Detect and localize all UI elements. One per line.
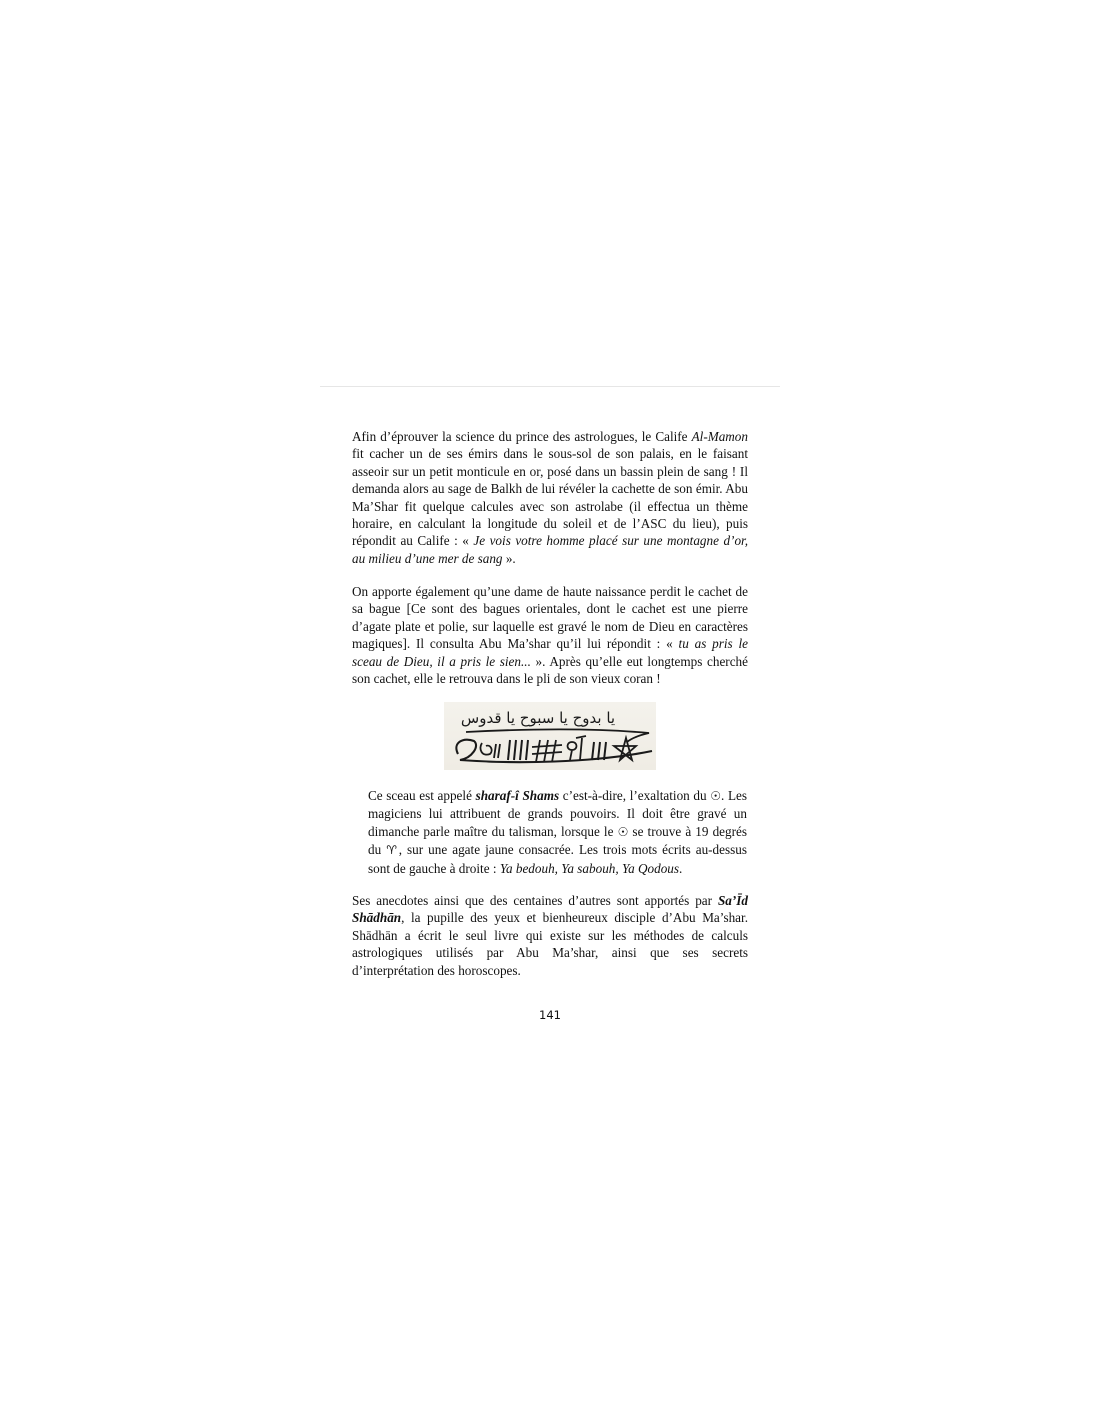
text-run: , sur une agate jaune consacrée. Les trois mots écrits au-dessus sont de gauche à droite : [368,842,747,876]
seal-glyph-hook [480,743,491,755]
sun-symbol-icon: ☉ [617,824,629,839]
name-said-shadhan: Sa’Īd Shādhān [352,893,748,926]
emphasis-al-mamon: Al-Mamon [691,429,748,444]
text-run: . Les magiciens lui attribuent de grands pouvoirs. Il doit être gravé un dimanche parle maître du talisman, lorsque le [368,788,747,839]
quote-abu-mashar: Je vois votre homme placé sur une montagne d’or, au milieu d’une mer de sang [352,533,749,566]
header-divider [320,386,780,387]
text-run: . [679,860,683,876]
text-run: On apporte également qu’une dame de haute naissance perdit le cachet de sa bague [Ce sont des bagues orientales, dont le cachet est une pierre d’agate plate et polie, sur laquelle est gravé le nom de Dieu en caractères magiques]. Il consulta Abu Ma’shar qu’il lui répondit : « [352,584,748,652]
seal-ladder-glyph [532,740,562,762]
seal-vertical-strokes-left [508,740,528,760]
text-run: Ce sceau est appelé [368,788,476,803]
seal-caption [368,787,747,877]
page-number: 141 [539,1008,561,1022]
seal-illustration [444,702,656,770]
seal-vertical-strokes-right [592,742,606,760]
seal-drawing [444,702,656,770]
seal-arabic-inscription: يا بدوح يا سبوح يا قدوس [460,709,616,727]
seal-words: Ya bedouh, Ya sabouh, Ya Qodous [499,860,680,876]
paragraph-lost-seal-anecdote [352,583,748,687]
aries-symbol-icon: ♈ [386,843,399,858]
text-run: se trouve à 19 degrés du [368,823,747,858]
seal-glyph-ha [494,744,500,758]
quote-seal-of-god: tu as pris le sceau de Dieu, il a pris le sien... [352,636,748,669]
seal-swash-top [466,730,649,743]
text-run: fit cacher un de ses émirs dans le sous-sol de son palais, en le faisant asseoir sur un petit monticule en or, posé dans un bassin plein de sang ! Il demanda alors au sage de Balkh de lui révéler la cachette de son émir. Abu Ma’Shar fit quelque calcules avec son astrolabe (il effectua un thème horaire, en calculant la longitude du soleil et de l’ASC du lieu), puis répondit au Calife : « [352,446,748,549]
text-run: ». Après qu’elle eut longtemps cherché son cachet, elle le retrouva dans le pli de son vieux coran ! [352,653,748,687]
sun-symbol-icon: ☉ [710,789,722,803]
paragraph-al-mamon-anecdote [352,428,748,567]
paragraph-said-shadhan [352,892,748,979]
seal-mim-glyph [568,742,577,760]
seal-alif-glyph [576,736,586,760]
text-run: Afin d’éprouver la science du prince des astrologues, le Calife [352,429,692,444]
text-run: , la pupille des yeux et bienheureux disciple d’Abu Ma’shar. Shādhān a écrit le seul livre qui existe sur les méthodes de calculs astrologiques utilisés par Abu Ma’shar, ainsi que ses secrets d’interprétation des horoscopes. [352,910,748,978]
text-run: ». [502,550,516,566]
text-run: c’est-à-dire, l’exaltation du [559,788,711,803]
term-sharaf-i-shams: sharaf-î Shams [475,788,560,803]
text-run: Ses anecdotes ainsi que des centaines d’autres sont apportés par [352,893,718,908]
